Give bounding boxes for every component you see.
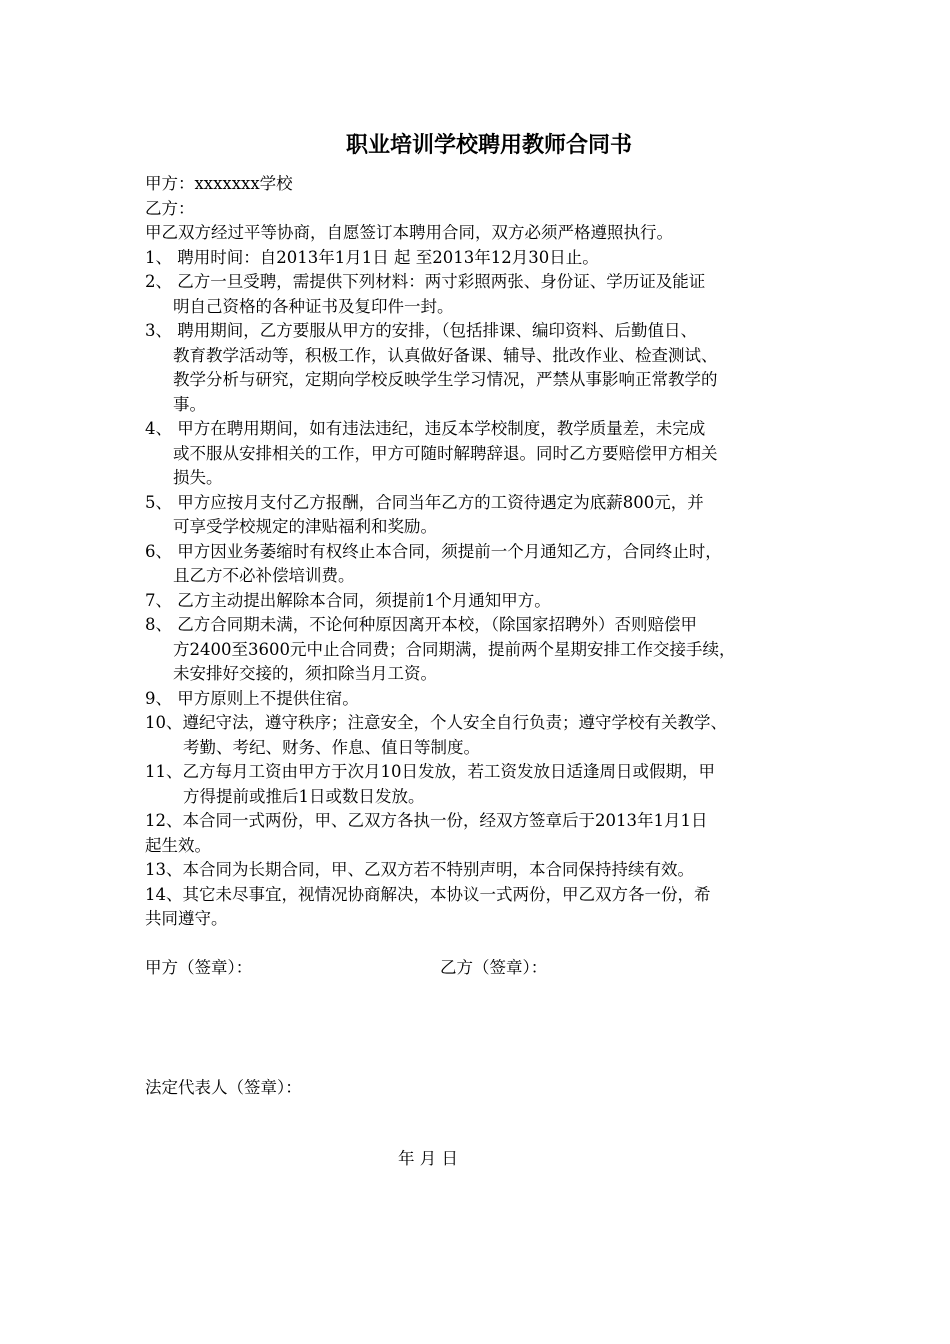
contract-page — [145, 130, 825, 1171]
clause-item — [145, 858, 825, 883]
clause-first-line: 14、其它未尽事宜，视情况协商解决，本协议一式两份，甲乙双方各一份，希 — [145, 884, 711, 904]
clause-list-flush — [145, 809, 825, 932]
clause-item — [145, 270, 825, 319]
clause-continuation-line: 考勤、考纪、财务、作息、值日等制度。 — [183, 737, 480, 757]
clause-item — [145, 540, 825, 589]
clause-item — [145, 491, 825, 540]
clause-continuation-line: 且乙方不必补偿培训费。 — [173, 566, 355, 585]
clause-continuation-line: 可享受学校规定的津贴福利和奖励。 — [173, 517, 437, 536]
party-a-signature: 甲方（签章）： — [145, 957, 253, 977]
clause-first-line: 7、 乙方主动提出解除本合同，须提前1个月通知甲方。 — [145, 590, 551, 610]
clause-item — [145, 760, 825, 809]
clause-continuation-line: 未安排好交接的，须扣除当月工资。 — [173, 664, 437, 683]
clause-first-line: 1、 聘用时间：自2013年1月1日 起 至2013年12月30日止。 — [145, 247, 599, 267]
clause-continuation-line: 方2400至3600元中止合同费；合同期满，提前两个星期安排工作交接手续， — [173, 639, 736, 659]
clause-item — [145, 417, 825, 491]
clause-first-line: 12、本合同一式两份，甲、乙双方各执一份，经双方签章后于2013年1月1日 — [145, 811, 708, 830]
clause-continuation-line: 损失。 — [173, 468, 223, 487]
clause-first-line: 10、遵纪守法，遵守秩序；注意安全，个人安全自行负责；遵守学校有关教学、 — [145, 713, 727, 732]
clause-first-line: 2、 乙方一旦受聘，需提供下列材料：两寸彩照两张、身份证、学历证及能证 — [145, 272, 706, 291]
clause-item — [145, 809, 825, 858]
clause-continuation-line: 方得提前或推后1日或数日发放。 — [183, 786, 425, 806]
clause-continuation-line: 起生效。 — [145, 835, 211, 855]
clause-continuation-line: 事。 — [173, 394, 206, 414]
party-b-line: 乙方： — [145, 198, 195, 218]
party-b-signature: 乙方（签章）： — [440, 957, 548, 977]
clause-first-line: 11、乙方每月工资由甲方于次月10日发放，若工资发放日适逢周日或假期，甲 — [145, 762, 715, 781]
clause-list-wide — [145, 711, 825, 809]
clause-continuation-line: 教育教学活动等，积极工作，认真做好备课、辅导、批改作业、检查测试、 — [173, 345, 718, 365]
document-title: 职业培训学校聘用教师合同书 — [345, 133, 632, 158]
clause-first-line: 8、 乙方合同期未满，不论何种原因离开本校，（除国家招聘外）否则赔偿甲 — [145, 615, 697, 634]
intro-line: 甲乙双方经过平等协商，自愿签订本聘用合同，双方必须严格遵照执行。 — [145, 223, 673, 242]
clause-first-line: 9、 甲方原则上不提供住宿。 — [145, 688, 359, 708]
date-line: 年 月 日 — [398, 1148, 458, 1168]
party-a-line: 甲方：xxxxxxx学校 — [145, 174, 293, 193]
clause-continuation-line: 教学分析与研究，定期向学校反映学生学习情况，严禁从事影响正常教学的 — [173, 370, 718, 389]
clause-continuation-line: 共同遵守。 — [145, 909, 228, 928]
clause-continuation-line: 或不服从安排相关的工作，甲方可随时解聘辞退。同时乙方要赔偿甲方相关 — [173, 443, 718, 463]
clause-list — [145, 246, 825, 712]
clause-item — [145, 687, 825, 712]
clause-first-line: 5、 甲方应按月支付乙方报酬，合同当年乙方的工资待遇定为底薪800元，并 — [145, 492, 704, 512]
clause-item — [145, 883, 825, 932]
clause-first-line: 3、 聘用期间，乙方要服从甲方的安排，（包括排课、编印资料、后勤值日、 — [145, 321, 697, 340]
clause-item — [145, 246, 825, 271]
clause-first-line: 6、 甲方因业务萎缩时有权终止本合同，须提前一个月通知乙方，合同终止时， — [145, 541, 722, 561]
clause-item — [145, 589, 825, 614]
signature-row — [145, 956, 825, 981]
legal-representative-signature: 法定代表人（签章）： — [145, 1078, 302, 1097]
clause-first-line: 13、本合同为长期合同，甲、乙双方若不特别声明，本合同保持持续有效。 — [145, 860, 694, 879]
clause-item — [145, 319, 825, 417]
clause-item — [145, 613, 825, 687]
clause-item — [145, 711, 825, 760]
clause-first-line: 4、 甲方在聘用期间，如有违法违纪，违反本学校制度，教学质量差，未完成 — [145, 419, 706, 438]
clause-continuation-line: 明自己资格的各种证书及复印件一封。 — [173, 296, 454, 316]
